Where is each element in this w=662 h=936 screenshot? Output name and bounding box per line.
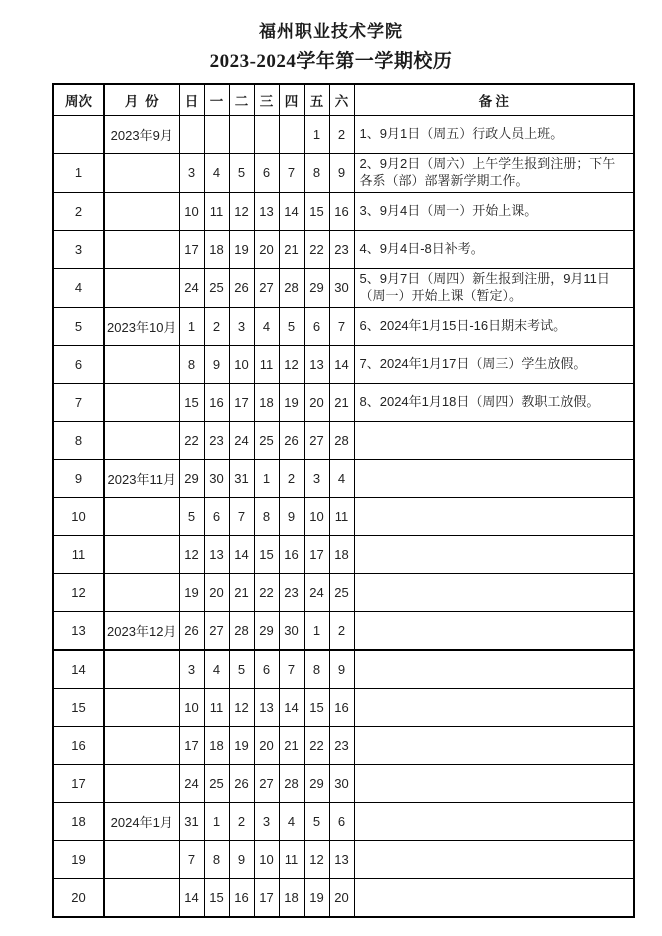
date-cell-thursday: 9 — [279, 497, 304, 535]
week-number-cell: 4 — [53, 268, 104, 307]
date-cell-saturday: 23 — [329, 230, 354, 268]
header-day-saturday: 六 — [329, 84, 354, 116]
date-cell-sunday: 8 — [179, 345, 204, 383]
remark-cell — [354, 459, 634, 497]
header-day-sunday: 日 — [179, 84, 204, 116]
month-cell — [104, 268, 179, 307]
remark-cell: 7、2024年1月17日（周三）学生放假。 — [354, 345, 634, 383]
date-cell-friday: 12 — [304, 840, 329, 878]
week-number-cell: 1 — [53, 154, 104, 193]
header-day-thursday: 四 — [279, 84, 304, 116]
date-cell-friday: 27 — [304, 421, 329, 459]
calendar-week-row — [53, 345, 634, 383]
week-number-cell: 9 — [53, 459, 104, 497]
week-number-cell: 14 — [53, 650, 104, 689]
month-cell — [104, 764, 179, 802]
date-cell-monday: 1 — [204, 802, 229, 840]
date-cell-friday: 15 — [304, 688, 329, 726]
week-number-cell: 17 — [53, 764, 104, 802]
remark-cell: 6、2024年1月15日-16日期末考试。 — [354, 307, 634, 345]
date-cell-monday: 13 — [204, 535, 229, 573]
remark-cell — [354, 497, 634, 535]
week-number-cell: 19 — [53, 840, 104, 878]
week-number-cell: 18 — [53, 802, 104, 840]
date-cell-friday: 8 — [304, 154, 329, 193]
date-cell-sunday: 24 — [179, 764, 204, 802]
month-cell — [104, 154, 179, 193]
date-cell-wednesday: 27 — [254, 268, 279, 307]
date-cell-friday: 17 — [304, 535, 329, 573]
date-cell-monday: 11 — [204, 688, 229, 726]
month-cell — [104, 688, 179, 726]
date-cell-thursday: 21 — [279, 230, 304, 268]
remark-cell — [354, 802, 634, 840]
date-cell-monday: 23 — [204, 421, 229, 459]
date-cell-saturday: 11 — [329, 497, 354, 535]
date-cell-friday: 22 — [304, 230, 329, 268]
date-cell-sunday: 17 — [179, 726, 204, 764]
date-cell-monday: 27 — [204, 611, 229, 650]
week-number-cell: 2 — [53, 192, 104, 230]
date-cell-saturday: 20 — [329, 878, 354, 917]
month-cell — [104, 230, 179, 268]
month-cell — [104, 535, 179, 573]
month-cell: 2023年12月 — [104, 611, 179, 650]
date-cell-thursday: 4 — [279, 802, 304, 840]
date-cell-tuesday: 12 — [229, 688, 254, 726]
date-cell-sunday: 19 — [179, 573, 204, 611]
remark-cell: 8、2024年1月18日（周四）教职工放假。 — [354, 383, 634, 421]
calendar-week-row — [53, 573, 634, 611]
school-name: 福州职业技术学院 — [259, 22, 403, 41]
week-number-cell: 7 — [53, 383, 104, 421]
date-cell-friday: 29 — [304, 764, 329, 802]
month-cell — [104, 840, 179, 878]
date-cell-monday: 2 — [204, 307, 229, 345]
calendar-week-row — [53, 688, 634, 726]
date-cell-thursday: 30 — [279, 611, 304, 650]
month-cell — [104, 192, 179, 230]
week-number-cell: 20 — [53, 878, 104, 917]
date-cell-friday: 13 — [304, 345, 329, 383]
calendar-week-row — [53, 154, 634, 193]
date-cell-friday: 1 — [304, 116, 329, 154]
date-cell-sunday: 1 — [179, 307, 204, 345]
calendar-week-row — [53, 611, 634, 650]
semester-calendar-table — [52, 83, 635, 918]
date-cell-tuesday: 24 — [229, 421, 254, 459]
date-cell-friday: 19 — [304, 878, 329, 917]
date-cell-saturday: 2 — [329, 116, 354, 154]
date-cell-wednesday: 8 — [254, 497, 279, 535]
date-cell-tuesday: 17 — [229, 383, 254, 421]
date-cell-wednesday: 3 — [254, 802, 279, 840]
calendar-week-row — [53, 650, 634, 689]
remark-cell: 2、9月2日（周六）上午学生报到注册；下午各系（部）部署新学期工作。 — [354, 154, 634, 193]
date-cell-tuesday: 10 — [229, 345, 254, 383]
date-cell-saturday: 9 — [329, 650, 354, 689]
month-cell — [104, 421, 179, 459]
remark-cell — [354, 535, 634, 573]
remark-cell — [354, 764, 634, 802]
month-cell: 2023年11月 — [104, 459, 179, 497]
date-cell-friday: 1 — [304, 611, 329, 650]
date-cell-thursday: 18 — [279, 878, 304, 917]
date-cell-sunday: 31 — [179, 802, 204, 840]
header-notes: 备 注 — [354, 84, 634, 116]
remark-cell: 1、9月1日（周五）行政人员上班。 — [354, 116, 634, 154]
remark-cell — [354, 573, 634, 611]
header-day-monday: 一 — [204, 84, 229, 116]
date-cell-friday: 24 — [304, 573, 329, 611]
date-cell-tuesday: 31 — [229, 459, 254, 497]
date-cell-wednesday: 20 — [254, 230, 279, 268]
date-cell-thursday: 28 — [279, 764, 304, 802]
date-cell-saturday: 14 — [329, 345, 354, 383]
date-cell-thursday: 21 — [279, 726, 304, 764]
header-week-number: 周次 — [53, 84, 104, 116]
date-cell-friday: 6 — [304, 307, 329, 345]
date-cell-sunday: 14 — [179, 878, 204, 917]
date-cell-saturday: 2 — [329, 611, 354, 650]
remark-cell — [354, 840, 634, 878]
month-cell — [104, 726, 179, 764]
date-cell-friday: 20 — [304, 383, 329, 421]
date-cell-monday: 11 — [204, 192, 229, 230]
week-number-cell: 8 — [53, 421, 104, 459]
date-cell-tuesday: 19 — [229, 230, 254, 268]
date-cell-thursday: 11 — [279, 840, 304, 878]
date-cell-friday: 10 — [304, 497, 329, 535]
header-day-wednesday: 三 — [254, 84, 279, 116]
date-cell-tuesday: 5 — [229, 154, 254, 193]
date-cell-tuesday: 26 — [229, 268, 254, 307]
calendar-week-row — [53, 383, 634, 421]
week-number-cell: 10 — [53, 497, 104, 535]
calendar-week-row — [53, 878, 634, 917]
date-cell-wednesday: 11 — [254, 345, 279, 383]
date-cell-friday: 22 — [304, 726, 329, 764]
month-cell: 2024年1月 — [104, 802, 179, 840]
calendar-week-row — [53, 497, 634, 535]
date-cell-saturday: 9 — [329, 154, 354, 193]
date-cell-saturday: 18 — [329, 535, 354, 573]
date-cell-sunday: 10 — [179, 192, 204, 230]
month-cell — [104, 878, 179, 917]
week-number-cell — [53, 116, 104, 154]
month-cell: 2023年9月 — [104, 116, 179, 154]
calendar-week-row — [53, 535, 634, 573]
date-cell-wednesday: 6 — [254, 650, 279, 689]
date-cell-tuesday: 21 — [229, 573, 254, 611]
date-cell-sunday — [179, 116, 204, 154]
date-cell-sunday: 26 — [179, 611, 204, 650]
date-cell-monday — [204, 116, 229, 154]
date-cell-saturday: 6 — [329, 802, 354, 840]
calendar-week-row — [53, 840, 634, 878]
date-cell-tuesday: 26 — [229, 764, 254, 802]
calendar-week-row — [53, 421, 634, 459]
date-cell-friday: 29 — [304, 268, 329, 307]
date-cell-monday: 9 — [204, 345, 229, 383]
date-cell-saturday: 25 — [329, 573, 354, 611]
date-cell-tuesday: 7 — [229, 497, 254, 535]
date-cell-monday: 25 — [204, 268, 229, 307]
date-cell-monday: 4 — [204, 650, 229, 689]
date-cell-monday: 18 — [204, 230, 229, 268]
date-cell-tuesday: 3 — [229, 307, 254, 345]
month-cell: 2023年10月 — [104, 307, 179, 345]
date-cell-thursday: 28 — [279, 268, 304, 307]
header-row — [53, 84, 634, 116]
month-cell — [104, 497, 179, 535]
calendar-week-row — [53, 726, 634, 764]
remark-cell — [354, 878, 634, 917]
date-cell-saturday: 16 — [329, 192, 354, 230]
date-cell-thursday: 7 — [279, 650, 304, 689]
date-cell-saturday: 4 — [329, 459, 354, 497]
date-cell-wednesday: 25 — [254, 421, 279, 459]
date-cell-wednesday: 6 — [254, 154, 279, 193]
date-cell-saturday: 23 — [329, 726, 354, 764]
date-cell-sunday: 17 — [179, 230, 204, 268]
date-cell-friday: 8 — [304, 650, 329, 689]
date-cell-tuesday: 9 — [229, 840, 254, 878]
week-number-cell: 15 — [53, 688, 104, 726]
date-cell-wednesday: 4 — [254, 307, 279, 345]
date-cell-tuesday: 12 — [229, 192, 254, 230]
month-cell — [104, 383, 179, 421]
date-cell-tuesday: 16 — [229, 878, 254, 917]
date-cell-monday: 20 — [204, 573, 229, 611]
date-cell-thursday: 2 — [279, 459, 304, 497]
date-cell-monday: 25 — [204, 764, 229, 802]
week-number-cell: 3 — [53, 230, 104, 268]
remark-cell — [354, 726, 634, 764]
week-number-cell: 11 — [53, 535, 104, 573]
date-cell-thursday: 12 — [279, 345, 304, 383]
date-cell-thursday: 26 — [279, 421, 304, 459]
remark-cell — [354, 611, 634, 650]
remark-cell — [354, 650, 634, 689]
week-number-cell: 12 — [53, 573, 104, 611]
calendar-week-row — [53, 459, 634, 497]
date-cell-saturday: 30 — [329, 764, 354, 802]
date-cell-thursday — [279, 116, 304, 154]
calendar-week-row — [53, 230, 634, 268]
calendar-week-row — [53, 116, 634, 154]
date-cell-sunday: 15 — [179, 383, 204, 421]
date-cell-tuesday: 14 — [229, 535, 254, 573]
week-number-cell: 6 — [53, 345, 104, 383]
calendar-week-row — [53, 802, 634, 840]
date-cell-wednesday: 20 — [254, 726, 279, 764]
date-cell-sunday: 7 — [179, 840, 204, 878]
date-cell-monday: 4 — [204, 154, 229, 193]
remark-cell — [354, 421, 634, 459]
date-cell-friday: 15 — [304, 192, 329, 230]
calendar-title: 2023-2024学年第一学期校历 — [209, 51, 453, 73]
date-cell-wednesday: 17 — [254, 878, 279, 917]
week-number-cell: 5 — [53, 307, 104, 345]
date-cell-sunday: 24 — [179, 268, 204, 307]
date-cell-wednesday: 18 — [254, 383, 279, 421]
date-cell-wednesday — [254, 116, 279, 154]
date-cell-wednesday: 10 — [254, 840, 279, 878]
remark-cell — [354, 688, 634, 726]
date-cell-sunday: 5 — [179, 497, 204, 535]
date-cell-wednesday: 15 — [254, 535, 279, 573]
date-cell-saturday: 7 — [329, 307, 354, 345]
calendar-week-row — [53, 192, 634, 230]
date-cell-friday: 5 — [304, 802, 329, 840]
date-cell-sunday: 29 — [179, 459, 204, 497]
date-cell-monday: 6 — [204, 497, 229, 535]
date-cell-monday: 30 — [204, 459, 229, 497]
date-cell-saturday: 13 — [329, 840, 354, 878]
header-month: 月 份 — [104, 84, 179, 116]
date-cell-tuesday: 5 — [229, 650, 254, 689]
date-cell-sunday: 22 — [179, 421, 204, 459]
date-cell-wednesday: 27 — [254, 764, 279, 802]
remark-cell: 4、9月4日-8日补考。 — [354, 230, 634, 268]
date-cell-saturday: 21 — [329, 383, 354, 421]
date-cell-tuesday: 2 — [229, 802, 254, 840]
date-cell-monday: 16 — [204, 383, 229, 421]
remark-cell: 3、9月4日（周一）开始上课。 — [354, 192, 634, 230]
date-cell-thursday: 14 — [279, 192, 304, 230]
date-cell-saturday: 30 — [329, 268, 354, 307]
date-cell-wednesday: 29 — [254, 611, 279, 650]
date-cell-friday: 3 — [304, 459, 329, 497]
date-cell-thursday: 19 — [279, 383, 304, 421]
month-cell — [104, 650, 179, 689]
date-cell-sunday: 3 — [179, 154, 204, 193]
date-cell-sunday: 12 — [179, 535, 204, 573]
date-cell-thursday: 14 — [279, 688, 304, 726]
date-cell-tuesday — [229, 116, 254, 154]
date-cell-wednesday: 1 — [254, 459, 279, 497]
date-cell-wednesday: 13 — [254, 192, 279, 230]
date-cell-wednesday: 13 — [254, 688, 279, 726]
calendar-week-row — [53, 764, 634, 802]
calendar-table-body — [53, 116, 634, 917]
week-number-cell: 16 — [53, 726, 104, 764]
date-cell-monday: 15 — [204, 878, 229, 917]
calendar-week-row — [53, 307, 634, 345]
date-cell-saturday: 28 — [329, 421, 354, 459]
date-cell-monday: 18 — [204, 726, 229, 764]
date-cell-thursday: 23 — [279, 573, 304, 611]
date-cell-tuesday: 19 — [229, 726, 254, 764]
month-cell — [104, 345, 179, 383]
date-cell-sunday: 10 — [179, 688, 204, 726]
date-cell-thursday: 7 — [279, 154, 304, 193]
date-cell-thursday: 5 — [279, 307, 304, 345]
month-cell — [104, 573, 179, 611]
date-cell-sunday: 3 — [179, 650, 204, 689]
header-day-tuesday: 二 — [229, 84, 254, 116]
date-cell-tuesday: 28 — [229, 611, 254, 650]
date-cell-monday: 8 — [204, 840, 229, 878]
week-number-cell: 13 — [53, 611, 104, 650]
header-day-friday: 五 — [304, 84, 329, 116]
date-cell-wednesday: 22 — [254, 573, 279, 611]
date-cell-thursday: 16 — [279, 535, 304, 573]
remark-cell: 5、9月7日（周四）新生报到注册，9月11日（周一）开始上课（暂定）。 — [354, 268, 634, 307]
date-cell-saturday: 16 — [329, 688, 354, 726]
calendar-week-row — [53, 268, 634, 307]
